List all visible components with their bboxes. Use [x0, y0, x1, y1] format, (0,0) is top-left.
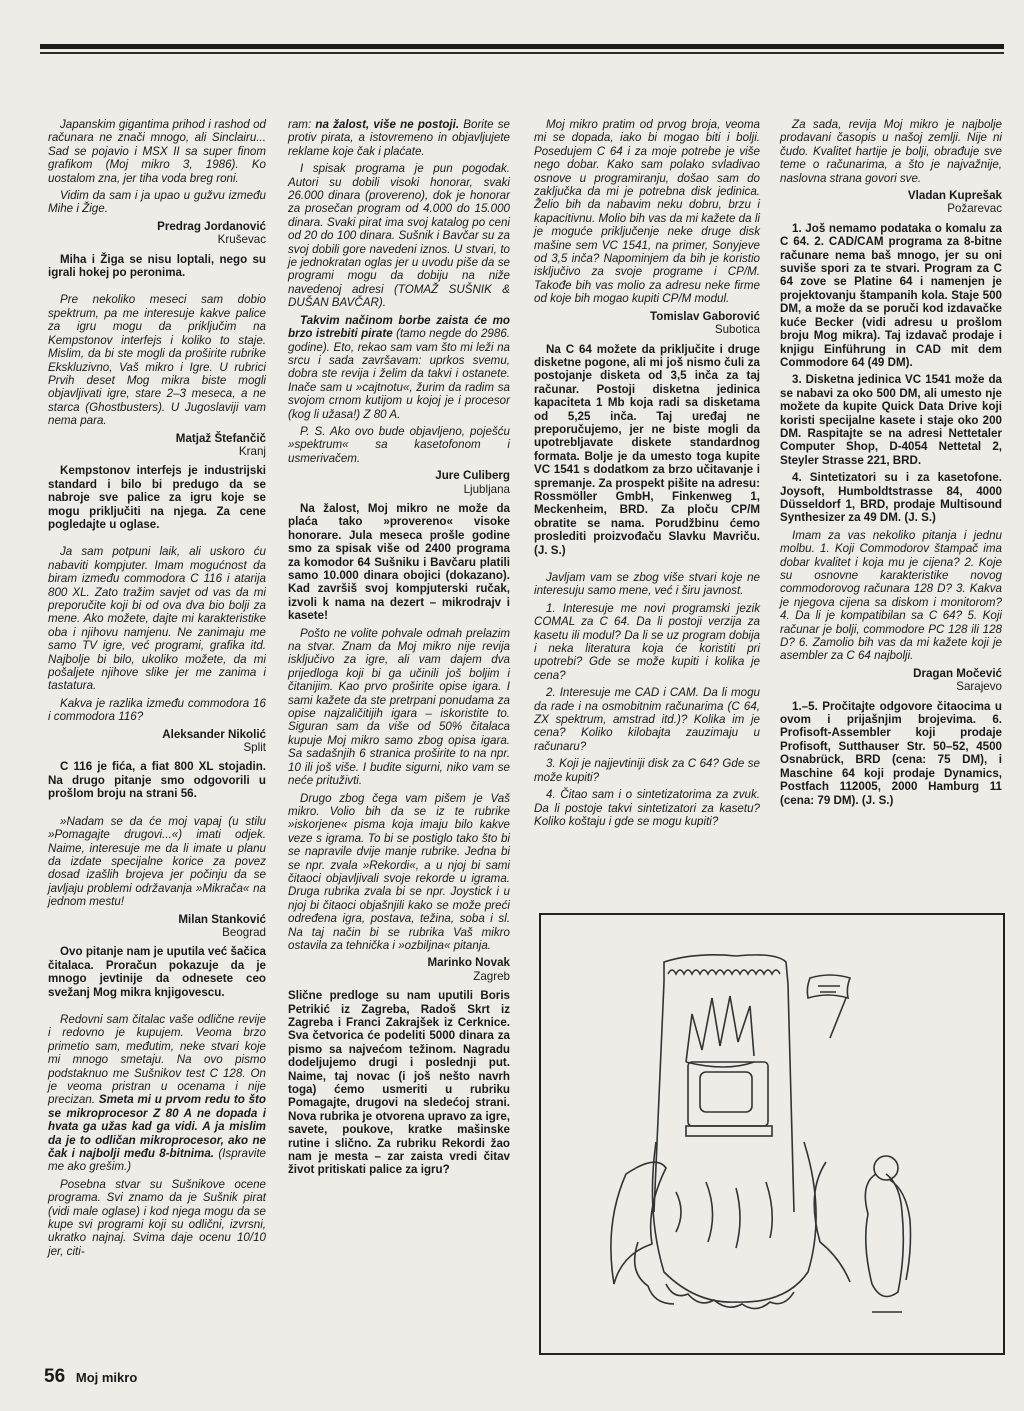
letter-text: Takvim načinom borbe zaista će mo brzo istrebiti pirate (tamo negde do 2986. godine). Eto, rekao sam vam što mi leži na srcu i sada završavam: uprkos svemu, dobra ste revija i želim da takvi i ostanete. Inače sam u »cajtnotu«, žurim da radim sa svojom crnom kutijom u kojoj je i procesor (kog li užasa!) Z 80 A.: [288, 313, 510, 421]
letter-text: Japanskim gigantima prihod i rashod od računara ne znači mnogo, ali Sinclairu... Sad se pojavio i MSX II sa super finom grafikom (Moj mikro 3, 1986). Ko uostalom zna, jer tiha voda breg roni.: [48, 118, 266, 185]
editor-reply: 4. Sintetizatori su i za kasetofone. Joysoft, Humboldtstrasse 84, 4000 Düsseldorf 1, BRD, prodaje Multisound Synthesizer za 49 DM. (J. S.): [780, 471, 1002, 525]
letter-text: 2. Interesuje me CAD i CAM. Da li mogu da rade i na osmobitnim računarima (C 64, ZX spektrum, amstrad itd.)? Kolika im je cena? Koliko kilobajta zauzimaju u računaru?: [534, 686, 760, 753]
letter-text: 3. Koji je najjevtiniji disk za C 64? Gde se može kupiti?: [534, 757, 760, 784]
letter-text: Posebna stvar su Sušnikove ocene programa. Svi znamo da je Sušnik pirat (vidi male oglase) i kod njega mogu da se kupe svi programi koji su odlični, izvrsni, ukratko najnaj. Svima daje ocenu 10/10 jer, citi-: [48, 1177, 266, 1258]
signature: Dragan Močević: [913, 666, 1002, 680]
cartoon-king-computer-icon: [536, 912, 1008, 1358]
letter-text: Pošto ne volite pohvale odmah prelazim na stvar. Znam da Moj mikro nije revija isključivo za igre, ali vam dajem dva prijedloga koji bi ga učinili još boljim i čitanijim. Kao prvo proširite opise igara. I sami kažete da ste pretrpani ponudama za opise najzaličitijih igara – iskoristite to. Siguran sam da više od 50% čitalaca kupuje Moj mikro samo zbog opisa igara. Sa sadašnjih 6 stranica proširite to na npr. 10 ili još više. I budite sigurni, niko vam se neće prituživti.: [288, 626, 510, 788]
signature: Milan Stanković: [178, 912, 266, 926]
location: Sarajevo: [956, 680, 1002, 694]
location: Subotica: [714, 323, 760, 337]
signature: Vladan Kuprešak: [907, 189, 1002, 203]
editor-reply: 1.–5. Pročitajte odgovore čitaocima u ovom i prijašnjim brojevima. 6. Profisoft-Assembler koji prodaje Profisoft, Sutthauser Str. 50–52, 4500 Osnabrück, BRD (cena: 75 DM), i Maschine 64 koji prodaje Dynamics, Postfach 112005, 2000 Hamburg 11 (cena: 79 DM). (J. S.): [780, 699, 1002, 807]
letter-text: 1. Interesuje me novi programski jezik COMAL za C 64. Da li postoji verzija za kasetu ili modul? Da li se uz program dobija i neka literatura koja će koristiti pri upotrebi? Gde se može kupiti i kolika je cena?: [534, 601, 760, 682]
location: Beograd: [222, 925, 266, 939]
letter-text: Moj mikro pratim od prvog broja, veoma mi se dopada, iako bi mogao biti i bolji. Posedujem C 64 i za moje potrebe je više nego dobar. Kako sam polako svladivao osnove u programiranju, došao sam do zaključka da mi je potrebna disk jedinica. Želio bih da nabavim neku dobru, brzu i kapacitivnu. Molio bih vas da mi kažete da li je moguće priključenje neke druge disk mašine sem VC 1541, na primer, Sonyjeve od 3,5 inča? Napominjem da bih je koristio isključivo za svoje programe i CP/M. Takođe bih vas molio za adresu neke firme od koje bih mogao kupiti CP/M modul.: [534, 118, 760, 306]
column-2: [288, 118, 510, 1181]
signature: Predrag Jordanović: [157, 219, 266, 233]
column-1: [48, 118, 266, 1262]
location: Split: [243, 741, 266, 755]
editor-reply: 1. Još nemamo podataka o komalu za C 64. 2. CAD/CAM programa za 8-bitne računare nema baš mnogo, jer su oni suviše spori za te stvari. Program za C 64 zove se Platine 64 i namenjen je projektovanju štampanih kola. Staje 500 DM, a može da se poruči kod izdavačke kuće Becker (vidi adresu u prošlom broju Mog mikra). Taj izdavač prodaje i knjigu Einführung in CAD mit dem Commodore 64 (49 DM).: [780, 221, 1002, 369]
letter-text: P. S. Ako ovo bude objavljeno, poješću »spektrum« sa kasetofonom i usmerivačem.: [288, 424, 510, 465]
signature: Aleksander Nikolić: [162, 727, 266, 741]
letter-text: Vidim da sam i ja upao u gužvu između Mihe i Žige.: [48, 189, 266, 216]
letter-text: Pre nekoliko meseci sam dobio spektrum, pa me interesuje kakve palice za igru mogu da priključim na Kempstonov interfejs i koliko to staje. Mislim, da bi ste mogli da proširite rubrike Ekskluzivno, Vaš mikro i Igre. U rubrici Prvih deset Mog mikra biste mogli objavljivati igre, stare 2–3 meseca, a ne starca (Ghostbusters). U Jugoslaviji vam nema para.: [48, 293, 266, 428]
letter-text: I spisak programa je pun pogodak. Autori su dobili visoki honorar, svaki 26.000 dinara (provereno), dok je honorar za prosečan program od 4.000 do 15.000 dinara. Svaki pirat ima svoj katalog po ceni od 20 do 100 dinara. Sušnik i Bavčar su za svoj dobili gore navedeni iznos. U stvari, to je jednokratan oglas jer u uvodu piše da se programi mogu da dobiju na niže navedenoj adresi (TOMAŽ SUŠNIK & DUŠAN BAVČAR).: [288, 162, 510, 310]
header-rule-thin: [40, 52, 1004, 54]
letter-text: 4. Čitao sam i o sintetizatorima za zvuk. Da li postoje takvi sintetizatori za kasetu? Koliko koštaju i gde se mogu kupiti?: [534, 788, 760, 828]
letter-text: »Nadam se da će moj vapaj (u stilu »Pomagajte drugovi...«) imati odjek. Naime, interesuje me da li imate u planu da izdate specijalne korice za povez dosad izašlih brojeva jer počinju da se javljaju problemi održavanja »Mikrača« na jednom mestu!: [48, 814, 266, 909]
letter-text: Ja sam potpuni laik, ali uskoro ću nabaviti kompjuter. Imam mogućnost da biram između commodora C 116 i atarija 800 XL. Zato tražim savjet od vas da mi preporučite koji bi od ova dva bio bolji za mene. Ako možete, dajte mi karakteristike oba i njihovu namjenu. Ne zanimaju me samo TV igre, već programi, grafika itd. Najbolje bi bilo, ukoliko možete, da mi pošaljete njihove slike jer me zanima i tastatura.: [48, 545, 266, 693]
editor-reply: Slične predloge su nam uputili Boris Petrikić iz Zagreba, Radoš Skrt iz Zagreba i Franci Zakrajšek iz Cerknice. Sva četvorica će podeliti 5000 dinara za pismo sa najvećom težinom. Nagradu dodeljujemo drugi i poslednji put. Naime, taj novac (i još nešto navrh toga) ćemo usmeriti u rubriku Pomagajte, drugovi na sledećoj strani. Nova rubrika je otvorena upravo za igre, savete, poukove, kratke mašinske rutine i slično. Za rubriku Rekordi žao nam je mesta – zar zaista vredi čitav život pritiskati palice za igru?: [288, 989, 510, 1177]
magazine-name: Moj mikro: [75, 1370, 138, 1385]
location: Zagreb: [473, 969, 510, 983]
page-number: 56: [44, 1366, 66, 1387]
signature: Tomislav Gaborović: [650, 309, 760, 323]
letter-text: Drugo zbog čega vam pišem je Vaš mikro. Volio bih da se iz te rubrike »iskorjene« pisma koja imaju bilo kakve veze s igrama. To bi se postiglo tako što bi se napravile dvije manje rubrike. Jedna bi se npr. zvala »Rekordi«, a u njoj bi sami čitaoci objavljivali svoje rekorde u igrama. Druga rubrika zvala bi se npr. Joystick i u njoj bi čitaoci objašnjili kako se može preći određena igra, postava, težina, soba i sl. Na taj način bi se rubrika Vaš mikro ostavila za tehnička i »ozbiljna« pitanja.: [288, 791, 510, 952]
editor-reply: C 116 je fića, a fiat 800 XL stojadin. Na drugo pitanje smo odgovorili u prošlom broju na strani 56.: [48, 760, 266, 801]
page-folio: [44, 1366, 137, 1388]
editor-reply: Na C 64 možete da priključite i druge disketne pogone, ali mi još nismo čuli za postojanje disketa od 3,5 inča za taj računar. Postoji disketna jedinica kapaciteta 1 Mb koja radi sa disketama od 5,25 inča. Taj uređaj ne preporučujemo, jer ne biste mogli da upotrebljavate diskete standardnog formata. Bolje je da umesto toga kupite VC 1541 s dodatkom za brzo učitavanje i spremanje. Za prospekt pišite na adresu: Rossmöller GmbH, Finkenweg 1, Meckenheim, BRD. Za ploču CP/M obratite se nama. Porudžbinu ćemo proslediti proizvođaču Slavku Mavriču. (J. S.): [534, 342, 760, 557]
header-rule: [40, 44, 1004, 49]
signature: Jure Culiberg: [435, 469, 510, 483]
location: Kruševac: [217, 233, 266, 247]
location: Ljubljana: [463, 482, 510, 496]
letter-text: Imam za vas nekoliko pitanja i jednu molbu. 1. Koji Commodorov štampač ima dobar kvalitet i koja mu je cijena? 2. Koje su osnovne karakteristike novog commodorovog računara 128 D? 3. Kakva je njegova cijena sa diskom i monitorom? 4. Da li je kompatibilan sa C 64? 5. Koji računar je bolji, commodore PC 128 ili 128 D? 6. Zamolio bih vas da mi kažete koji je asembler za C 64 najbolji.: [780, 528, 1002, 663]
editor-reply: 3. Disketna jedinica VC 1541 može da se nabavi za oko 500 DM, ali umesto nje možete da kupite Quick Data Drive koji koristi specijalne kasete i staje oko 200 DM. Raspitajte se na adresi Nettetaler Computer Shop, D-4054 Nettetal 2, Steyler Strasse 221, BRD.: [780, 373, 1002, 467]
letter-text: ram: na žalost, više ne postoji. Borite se protiv pirata, a istovremeno in objavljujete reklame koje čak i plaćate.: [288, 118, 510, 158]
editor-reply: Kempstonov interfejs je industrijski standard i bilo bi predugo da se nabroje sve palice za igru koje se mogu priključiti na njega. Za cene pogledajte u oglase.: [48, 464, 266, 531]
column-3: [534, 118, 760, 832]
editor-reply: Na žalost, Moj mikro ne može da plaća tako »provereno« visoke honorare. Jula meseca prošle godine smo za spisak više od 2400 programa za komodor 64 Sušniku i Bavčaru platili samo 10.000 dinara obojici (dokazano). Kad završiš svoj kompjuterski ručak, izvoli k nama na dezert – mikrodrajv i kasete!: [288, 501, 510, 623]
editor-reply: Miha i Žiga se nisu loptali, nego su igrali hokej po peronima.: [48, 252, 266, 280]
letter-text: Za sada, revija Moj mikro je najbolje prodavani časopis u našoj zemlji. Nije ni čudo. Kvalitet hartije je bolji, obrađuje sve teme o računarima, a što je najvažnije, naslovna strana govori sve.: [780, 118, 1002, 185]
letter-text: Javljam vam se zbog više stvari koje ne interesuju samo mene, već i širu javnost.: [534, 571, 760, 598]
location: Kranj: [238, 444, 266, 458]
location: Požarevac: [947, 202, 1002, 216]
editor-reply: Ovo pitanje nam je uputila već šačica čitalaca. Proračun pokazuje da je mnogo jevtinije da odnesete ceo svežanj Mog mikra knjigovescu.: [48, 945, 266, 999]
letter-text: Redovni sam čitalac vaše odlične revije i redovno je kupujem. Veoma brzo primetio sam, međutim, neke stvari koje mi mnogo smetaju. Na ovo pismo podstaknuo me Sušnikov test C 128. On je veoma pristran u ocenama i nije precizan. Smeta mi u prvom redu to što se mikroprocesor Z 80 A ne dopada i hvata ga užas kad ga vidi. A ja mislim da je to odličan mikroprocesor, ako ne čak i najbolji među 8-bitnima. (Ispravite me ako grešim.): [48, 1012, 266, 1174]
signature: Matjaž Štefančič: [175, 431, 266, 445]
cartoon-illustration: [536, 912, 1008, 1358]
column-4: [780, 118, 1002, 811]
letter-text: Kakva je razlika između commodora 16 i commodora 116?: [48, 696, 266, 724]
signature: Marinko Novak: [427, 956, 510, 970]
